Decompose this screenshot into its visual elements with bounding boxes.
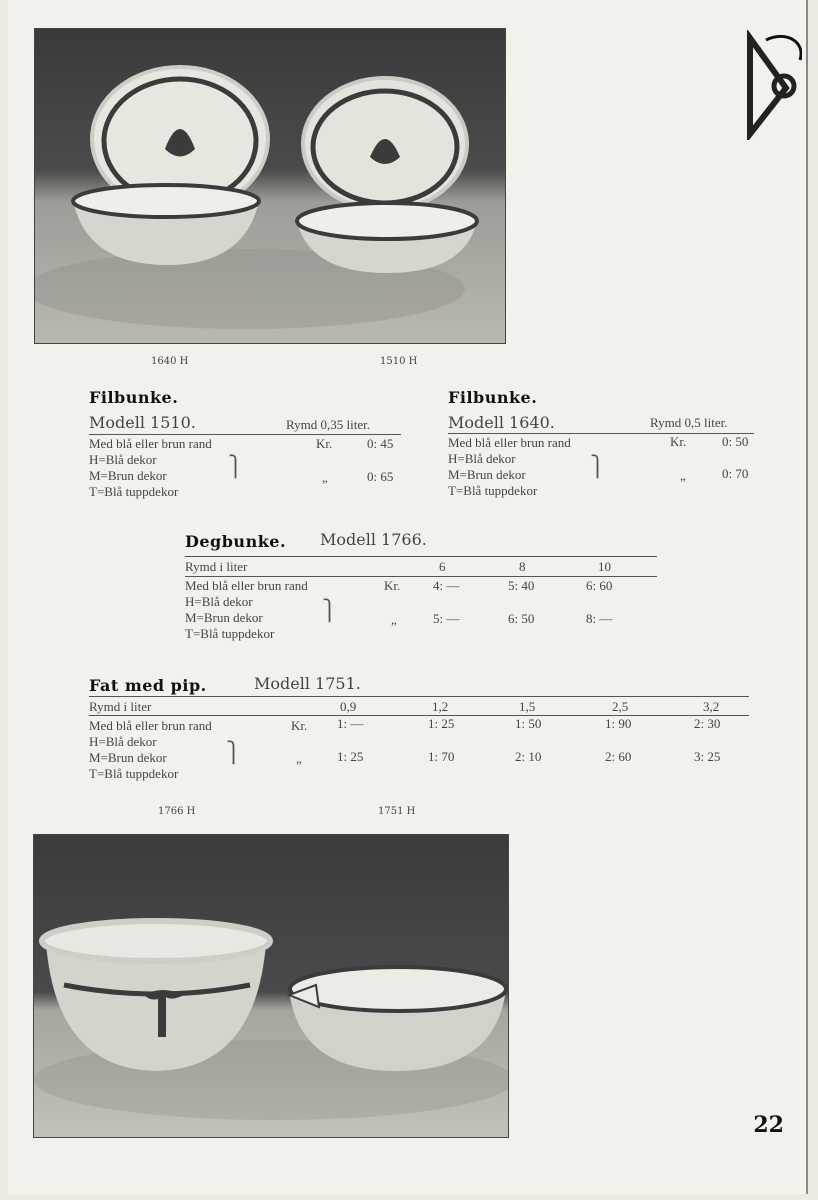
- filbunke-left-row4: T=Blå tuppdekor: [89, 484, 179, 499]
- degbunke-title: Degbunke.: [185, 532, 287, 551]
- degbunke-model: Modell 1766.: [320, 530, 427, 549]
- photo-filbunke-bowls: [34, 28, 506, 344]
- fat-price: 2: 60: [605, 749, 632, 764]
- fat-size: 2,5: [612, 699, 629, 714]
- filbunke-left-price1: 0: 45: [367, 436, 394, 451]
- brace: ⎫: [322, 600, 337, 622]
- degbunke-header: Rymd i liter: [185, 559, 248, 574]
- degbunke-ditto: „: [391, 612, 397, 627]
- filbunke-left-kr: Kr.: [316, 436, 333, 451]
- filbunke-right-model: Modell 1640.: [448, 413, 555, 432]
- divider: [448, 433, 754, 434]
- caption-1510: 1510 H: [380, 356, 418, 367]
- filbunke-right-price1: 0: 50: [722, 434, 749, 449]
- filbunke-left-title: Filbunke.: [89, 388, 179, 407]
- fat-price: 1: 70: [428, 749, 455, 764]
- divider: [89, 696, 749, 697]
- brace: ⎫: [228, 456, 243, 478]
- filbunke-left-row2: H=Blå dekor: [89, 452, 157, 467]
- filbunke-left-price2: 0: 65: [367, 469, 394, 484]
- degbunke-price: 6: 50: [508, 611, 535, 626]
- filbunke-right-row3: M=Brun dekor: [448, 467, 526, 482]
- filbunke-left-capacity: Rymd 0,35 liter.: [286, 417, 370, 432]
- divider: [89, 434, 401, 435]
- fat-row1: Med blå eller brun rand: [89, 718, 212, 733]
- fat-size: 1,2: [432, 699, 449, 714]
- brace: ⎫: [226, 742, 241, 764]
- fat-price: 1: —: [337, 716, 364, 731]
- divider: [89, 715, 749, 716]
- filbunke-left-row1: Med blå eller brun rand: [89, 436, 212, 451]
- caption-1640: 1640 H: [151, 356, 189, 367]
- fat-row2: H=Blå dekor: [89, 734, 157, 749]
- filbunke-right-ditto: „: [680, 468, 686, 483]
- degbunke-price: 5: —: [433, 611, 460, 626]
- degbunke-size: 8: [519, 559, 526, 574]
- fat-header: Rymd i liter: [89, 699, 152, 714]
- brace: ⎫: [590, 456, 605, 478]
- degbunke-row4: T=Blå tuppdekor: [185, 626, 275, 641]
- degbunke-price: 6: 60: [586, 578, 613, 593]
- fat-price: 1: 25: [337, 749, 364, 764]
- filbunke-right-title: Filbunke.: [448, 388, 538, 407]
- fat-price: 2: 10: [515, 749, 542, 764]
- photo-degbunke-fat: [33, 834, 509, 1138]
- fat-ditto: „: [296, 751, 302, 766]
- caption-1751: 1751 H: [378, 806, 416, 817]
- filbunke-left-row3: M=Brun dekor: [89, 468, 167, 483]
- brand-logo-icon: [746, 30, 802, 140]
- filbunke-right-capacity: Rymd 0,5 liter.: [650, 415, 728, 430]
- degbunke-price: 8: —: [586, 611, 613, 626]
- fat-size: 0,9: [340, 699, 357, 714]
- fat-row3: M=Brun dekor: [89, 750, 167, 765]
- filbunke-left-model: Modell 1510.: [89, 413, 196, 432]
- divider: [185, 576, 657, 577]
- degbunke-size: 6: [439, 559, 446, 574]
- degbunke-price: 5: 40: [508, 578, 535, 593]
- degbunke-row3: M=Brun dekor: [185, 610, 263, 625]
- fat-price: 1: 50: [515, 716, 542, 731]
- fat-size: 3,2: [703, 699, 720, 714]
- degbunke-row2: H=Blå dekor: [185, 594, 253, 609]
- fat-model: Modell 1751.: [254, 674, 361, 693]
- filbunke-right-row4: T=Blå tuppdekor: [448, 483, 538, 498]
- fat-price: 1: 90: [605, 716, 632, 731]
- filbunke-right-row2: H=Blå dekor: [448, 451, 516, 466]
- caption-1766: 1766 H: [158, 806, 196, 817]
- fat-price: 3: 25: [694, 749, 721, 764]
- filbunke-left-ditto: „: [322, 470, 328, 485]
- degbunke-price: 4: —: [433, 578, 460, 593]
- fat-price: 1: 25: [428, 716, 455, 731]
- page-number: 22: [753, 1112, 784, 1138]
- filbunke-right-kr: Kr.: [670, 434, 687, 449]
- fat-price: 2: 30: [694, 716, 721, 731]
- fat-title: Fat med pip.: [89, 676, 207, 695]
- divider: [185, 556, 657, 557]
- fat-size: 1,5: [519, 699, 536, 714]
- degbunke-row1: Med blå eller brun rand: [185, 578, 308, 593]
- degbunke-kr: Kr.: [384, 578, 401, 593]
- filbunke-right-row1: Med blå eller brun rand: [448, 435, 571, 450]
- degbunke-size: 10: [598, 559, 611, 574]
- filbunke-right-price2: 0: 70: [722, 466, 749, 481]
- fat-kr: Kr.: [291, 718, 308, 733]
- fat-row4: T=Blå tuppdekor: [89, 766, 179, 781]
